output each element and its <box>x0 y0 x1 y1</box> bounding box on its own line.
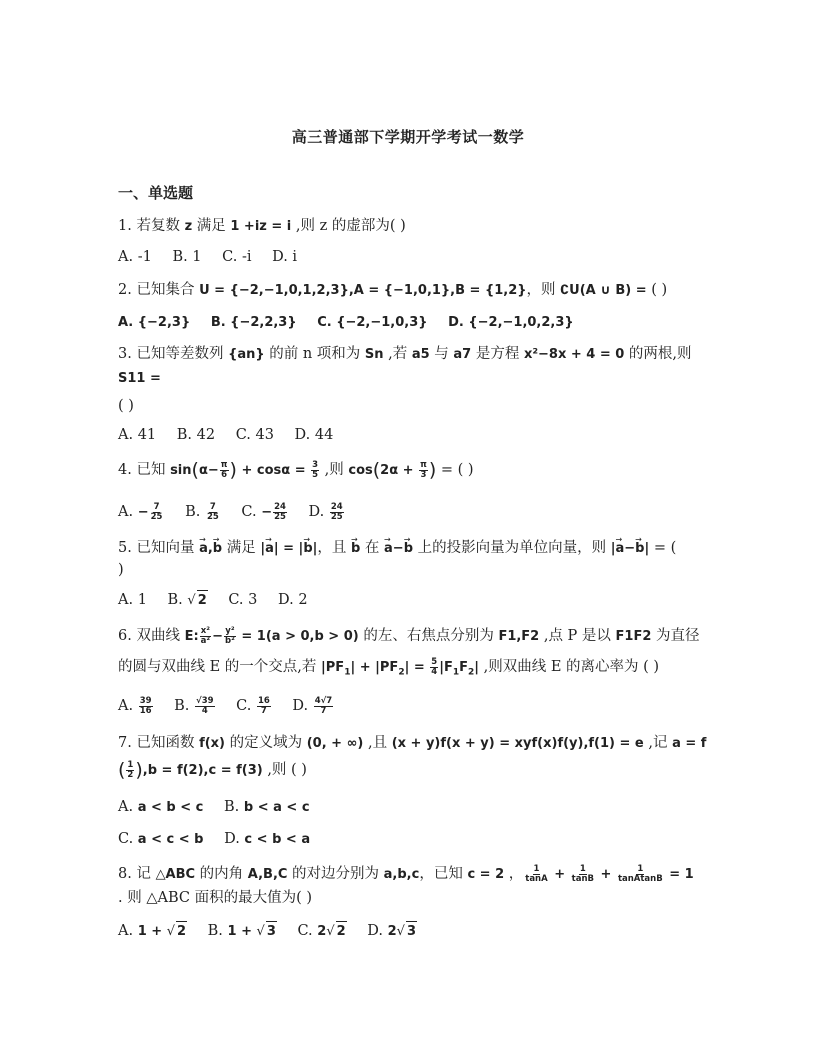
question-7-stem-cont: ( $\frac{1}{2}$ ),b = f(2),c = f(3) ,则 ( ) <box>118 759 307 781</box>
question-6-options <box>118 696 350 716</box>
option-b: B. 1 <box>172 249 202 265</box>
question-5-options <box>118 590 324 611</box>
option-c: C. {−2,−1,0,3} <box>317 315 428 330</box>
question-1-stem: 1. 若复数 z 满足 1 +iz = i ,则 z 的虚部为( ) <box>118 218 406 234</box>
question-3-options <box>118 425 349 445</box>
option-b: B. $\frac{7}{25}$ <box>185 501 219 522</box>
option-d: D. 44 <box>294 427 334 443</box>
option-c: C. − $\frac{24}{25}$ <box>241 501 286 522</box>
question-8-stem: 8. 记 △ABC 的内角 A,B,C 的对边分别为 a,b,c，已知 c = 2 ， $\frac{1}{\tan A}$ + $\frac{1}{\tan B}$ + $\frac{1}{\text{tanAtanB}}$ = 1 <box>118 864 694 884</box>
question-3-paren: ( ) <box>118 398 134 414</box>
option-b: B. 42 <box>176 427 216 443</box>
question-4-options <box>118 502 361 523</box>
question-6-stem-cont: 的圆与双曲线 E 的一个交点,若 $|PF_1| + |PF_2|$ = $\frac{5}{4}$ $|F_1F_2|$ ,则双曲线 E 的离心率为 ( ) <box>118 657 660 678</box>
option-d: D. $\frac{4√7}{7}$ <box>292 695 333 716</box>
option-c: C. -i <box>222 249 252 265</box>
question-5-stem-close: ) <box>118 562 124 578</box>
question-7-stem: 7. 已知函数 f(x) 的定义域为 (0, + ∞) ,且 (x + y)f(x + y) = xyf(x)f(y),f(1) = e ,记 a = f <box>118 735 707 751</box>
section-heading: 一、单选题 <box>118 184 194 202</box>
option-a: A. 1 + √ 2 <box>118 921 187 942</box>
option-b: B. $\frac{√39}{4}$ <box>174 695 214 716</box>
question-4-stem: 4. 已知 sin(α− $\frac{\pi}{6}$ ) + cosα = $\frac{3}{5}$ ,则 cos(2α + $\frac{\pi}{3}$ ) = ( ) <box>118 459 474 481</box>
option-b: B. {−2,2,3} <box>210 315 297 330</box>
option-d: D. $\frac{24}{25}$ <box>308 501 343 522</box>
question-6-stem: 6. 双曲线 E: $\frac{\text{x²}}{\text{a²}}$ − $\frac{\text{y²}}{\text{b²}}$ = 1(a > 0,b > 0) 的左、右焦点分别为 F1,F2 ,点 P 是以 F1F2 为直径 <box>118 626 700 646</box>
question-8-stem-cont: . 则 △ABC 面积的最大值为( ) <box>118 890 313 906</box>
option-b: B. 1 + √ 3 <box>208 921 277 942</box>
option-d: D. {−2,−1,0,2,3} <box>448 315 574 330</box>
option-c: C. 3 <box>228 592 258 608</box>
option-d: D. c < b < a <box>224 831 311 847</box>
option-c: C. a < c < b <box>118 831 204 847</box>
equation-sin: sin(α− $\frac{\pi}{6}$ ) + cosα = $\frac{3}{5}$ <box>170 459 319 481</box>
question-5-stem: 5. 已知向量 → a,→ b 满足 |→ a| = |→ b|，且 → b 在 → a−→ b 上的投影向量为单位向量，则 |→ a−→ b| = ( <box>118 538 676 559</box>
option-a: A. 1 <box>118 592 147 608</box>
option-a: A. $\frac{39}{16}$ <box>118 695 152 716</box>
option-c: C. 2√ 2 <box>297 921 346 942</box>
option-a: A. -1 <box>118 249 152 265</box>
question-1-options <box>118 247 313 267</box>
option-b: B. √ 2 <box>168 590 208 611</box>
option-c: C. $\frac{16}{7}$ <box>236 695 270 716</box>
equation-cos: cos(2α + $\frac{\pi}{3}$ ) <box>348 459 437 481</box>
option-d: D. 2√ 3 <box>367 921 417 942</box>
question-3-stem: 3. 已知等差数列 {an} 的前 n 项和为 Sn ,若 a5 与 a7 是方程 x²−8x + 4 = 0 的两根,则 <box>118 346 692 362</box>
option-d: D. 2 <box>278 592 308 608</box>
option-a: A. {−2,3} <box>118 315 191 330</box>
page-title: 高三普通部下学期开学考试一数学 <box>291 128 525 146</box>
question-7-options-row2 <box>118 829 326 850</box>
question-2-options <box>118 312 590 333</box>
option-c: C. 43 <box>235 427 274 443</box>
option-a: A. − $\frac{7}{25}$ <box>118 501 163 522</box>
option-d: D. i <box>272 249 298 265</box>
option-a: A. 41 <box>118 427 157 443</box>
question-2-stem: 2. 已知集合 U = {−2,−1,0,1,2,3},A = {−1,0,1},B = {1,2}，则 ∁U(A ∪ B) = ( ) <box>118 282 668 298</box>
option-b: B. b < a < c <box>224 799 310 815</box>
question-3-stem-cont: S11 = <box>118 371 161 386</box>
question-7-options-row1 <box>118 797 326 818</box>
option-a: A. a < b < c <box>118 799 204 815</box>
question-8-options <box>118 921 433 942</box>
